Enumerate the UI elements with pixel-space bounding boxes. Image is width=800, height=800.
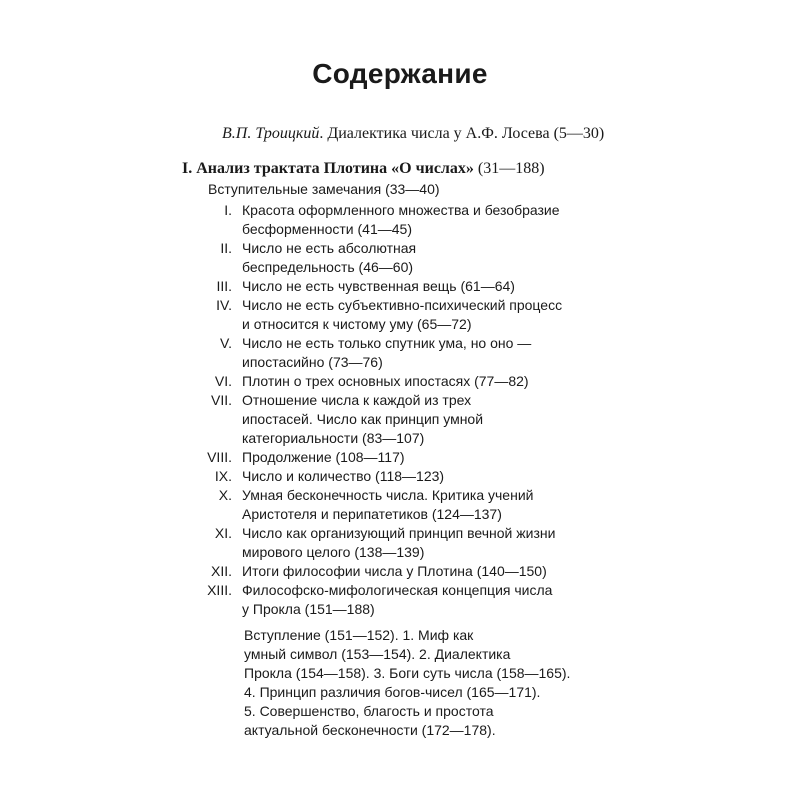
chapter-number: IX.	[214, 468, 232, 484]
preface-title: . Диалектика числа у А.Ф. Лосева	[319, 125, 550, 142]
preface-author: В.П. Троицкий	[222, 125, 320, 142]
chapter-text-line: Философско-мифологическая концепция числа	[242, 582, 553, 598]
preface-pages: (5—30)	[553, 125, 605, 142]
chapter-text-line: категориальности (83—107)	[242, 430, 425, 446]
preface-entry	[222, 125, 604, 143]
chapter-number: V.	[220, 335, 232, 351]
chapter-text-line: Красота оформленного множества и безобразие	[242, 202, 560, 218]
chapter-text-line: беспредельность (46—60)	[242, 259, 414, 275]
chapter-text-line: ипостасийно (73—76)	[242, 354, 383, 370]
subsection-line: актуальной бесконечности (172—178).	[244, 722, 496, 738]
chapter-number: IV.	[216, 297, 232, 313]
chapter-text-line: Число не есть чувственная вещь (61—64)	[242, 278, 515, 294]
chapter-text-line: ипостасей. Число как принцип умной	[242, 411, 484, 427]
chapter-text-line: Итоги философии числа у Плотина (140—150)	[242, 563, 547, 579]
page-title: Содержание	[312, 58, 488, 89]
part-pages: (31—188)	[477, 160, 545, 177]
subsection-line: умный символ (153—154). 2. Диалектика	[244, 646, 511, 662]
chapter-text-line: Число не есть абсолютная	[242, 240, 417, 256]
chapter-text-line: Умная бесконечность числа. Критика учений	[242, 487, 534, 503]
subsection-line: Вступление (151—152). 1. Миф как	[244, 627, 474, 643]
part-label: I. Анализ трактата Плотина «О числах»	[182, 160, 474, 177]
chapter-number: XI.	[214, 525, 232, 541]
chapter-text-line: Число не есть субъективно-психический процесс	[242, 297, 563, 313]
chapter-text-line: Отношение числа к каждой из трех	[242, 392, 472, 408]
chapter-text-line: Число не есть только спутник ума, но оно —	[242, 335, 532, 351]
subsection-line: Прокла (154—158). 3. Боги суть числа (158—165).	[244, 665, 571, 681]
chapter-number: VI.	[214, 373, 232, 389]
subsection-line: 4. Принцип различия богов-чисел (165—171).	[244, 684, 541, 700]
chapter-text-line: у Прокла (151—188)	[242, 601, 375, 617]
chapter-text-line: мирового целого (138—139)	[242, 544, 425, 560]
chapter-text-line: Число и количество (118—123)	[242, 468, 445, 484]
chapter-number: XIII.	[207, 582, 232, 598]
chapter-number: VIII.	[207, 449, 232, 465]
chapter-number: II.	[220, 240, 232, 256]
chapter-number: X.	[218, 487, 232, 503]
chapter-number: I.	[224, 202, 232, 218]
chapter-number: III.	[216, 278, 232, 294]
chapter-text-line: Аристотеля и перипатетиков (124—137)	[242, 506, 502, 522]
chapter-text-line: Число как организующий принцип вечной жизни	[242, 525, 556, 541]
part-heading	[182, 160, 545, 178]
chapter-text-line: Продолжение (108—117)	[242, 449, 405, 465]
subsection-line: 5. Совершенство, благость и простота	[244, 703, 494, 719]
chapter-text-line: Плотин о трех основных ипостасях (77—82)	[242, 373, 529, 389]
chapter-number: VII.	[210, 392, 232, 408]
intro-entry: Вступительные замечания (33—40)	[208, 181, 440, 197]
subsection-block	[244, 626, 571, 740]
chapter-text-line: и относится к чистому уму (65—72)	[242, 316, 472, 332]
chapter-number: XII.	[210, 563, 232, 579]
chapter-text-line: бесформенности (41—45)	[242, 221, 412, 237]
